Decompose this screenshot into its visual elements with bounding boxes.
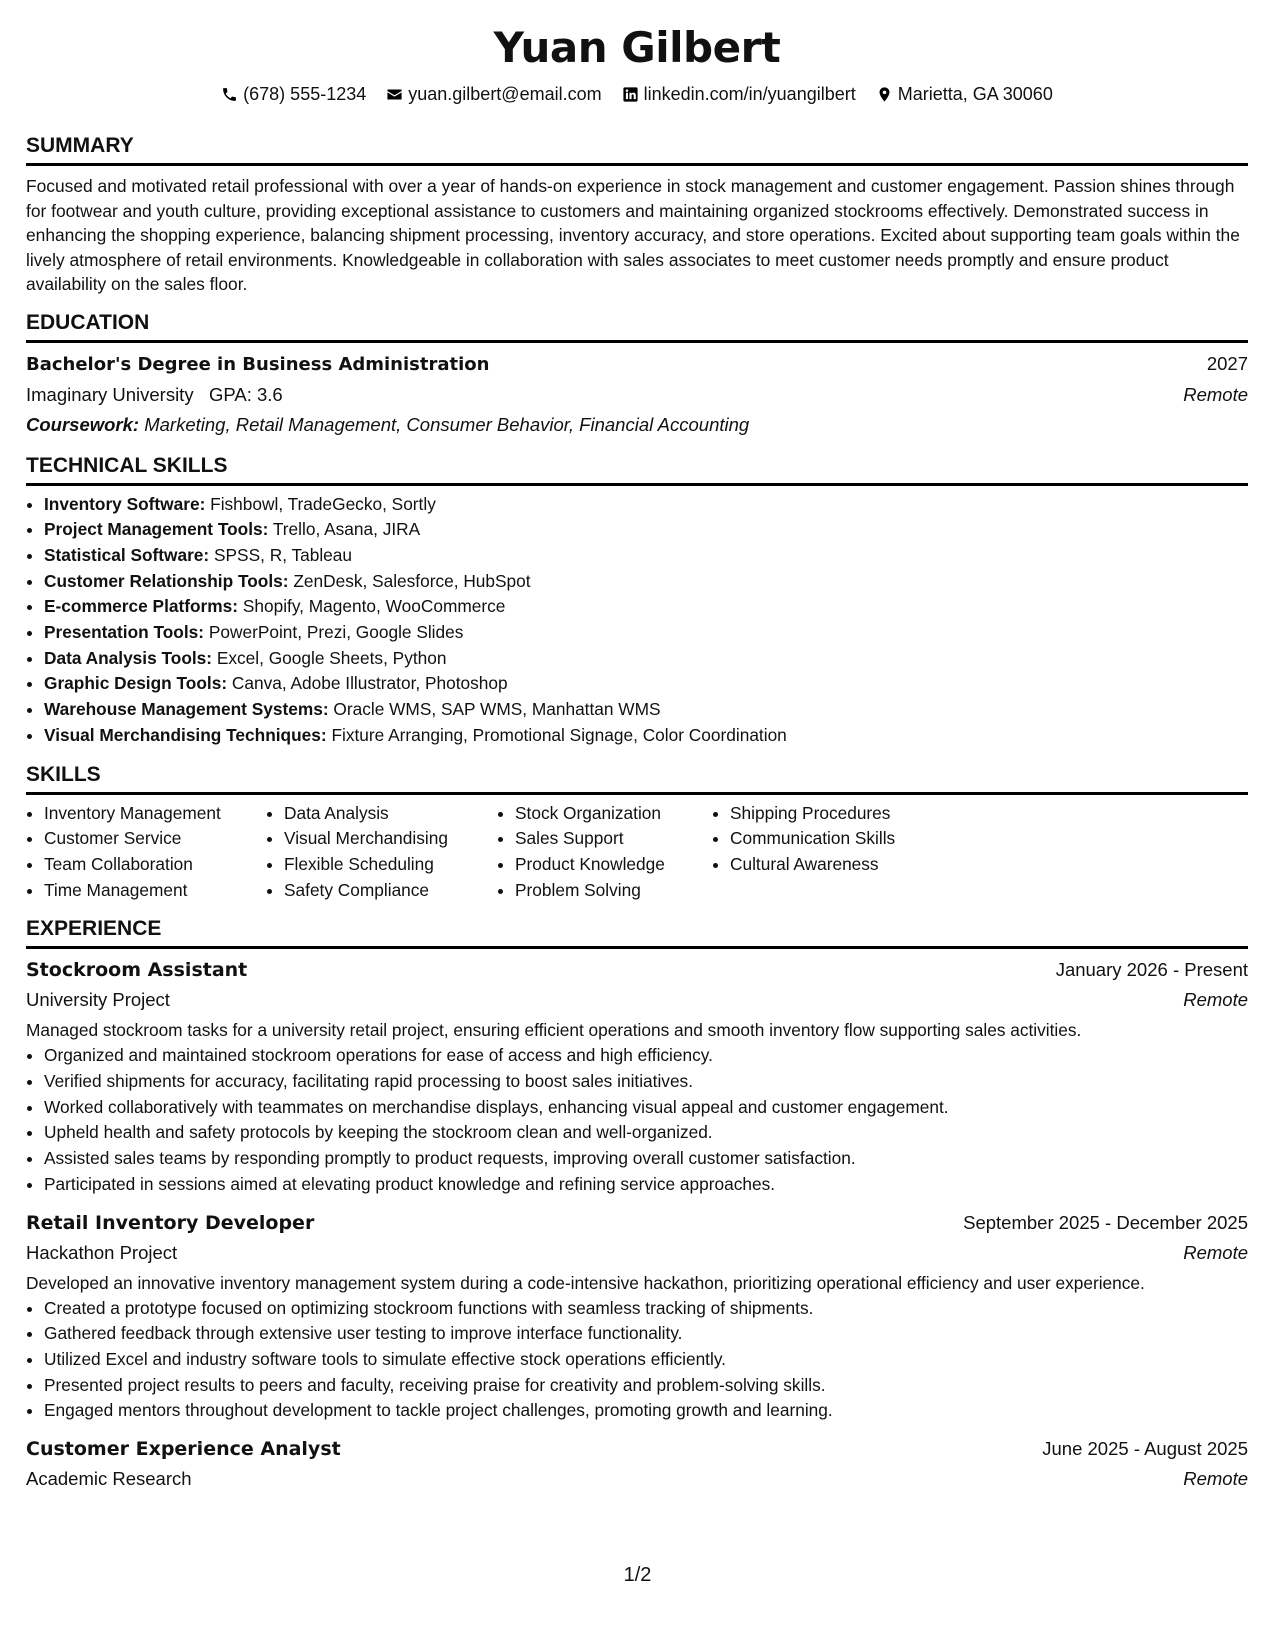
- list-item: • Verified shipments for accuracy, facilitating rapid processing to boost sales initiatives.: [44, 1069, 1248, 1095]
- list-item: • Problem Solving: [515, 878, 712, 904]
- job-description: Managed stockroom tasks for a university retail project, ensuring efficient operations and smooth inventory flow supporting sales activities.: [26, 1020, 1082, 1041]
- skill-category: Inventory Software:: [44, 493, 206, 514]
- list-item: [44, 517, 1248, 543]
- list-item: [44, 646, 1248, 672]
- list-item: • Upheld health and safety protocols by keeping the stockroom clean and well-organized.: [44, 1120, 1248, 1146]
- list-item: • Cultural Awareness: [730, 852, 950, 878]
- job-entry: [26, 1434, 1248, 1494]
- skill-category: Data Analysis Tools:: [44, 647, 213, 668]
- skill-values: Shopify, Magento, WooCommerce: [242, 596, 506, 617]
- summary-text: Focused and motivated retail professional with over a year of hands-on experience in stock management and customer engagement. Passion shines through for footwear and youth culture, providing exceptional assistance to customers and maintaining organized stockrooms effectively. Demonstrated success in enhancing the shopping experience, balancing shipment processing, inventory accuracy, and store operations. Excited about supporting team goals within the lively atmosphere of retail environments. Knowledgeable in collaboration with sales associates to meet customer needs promptly and ensure product availability on the sales floor.: [26, 176, 1240, 294]
- section-title-skills: SKILLS: [26, 763, 1248, 795]
- list-item: [44, 671, 1248, 697]
- candidate-name: Yuan Gilbert: [493, 23, 781, 72]
- skill-values: Fixture Arranging, Promotional Signage, Color Coordination: [331, 724, 787, 745]
- list-item: [44, 492, 1248, 518]
- education-entry: [26, 349, 1248, 440]
- email-link[interactable]: yuan.gilbert@email.com: [408, 83, 602, 104]
- skill-values: ZenDesk, Salesforce, HubSpot: [293, 570, 531, 591]
- list-item: [44, 723, 1248, 749]
- education-location: Remote: [1183, 383, 1248, 405]
- coursework-label: Coursework:: [26, 413, 140, 435]
- skill-values: Excel, Google Sheets, Python: [216, 647, 447, 668]
- phone-text: (678) 555-1234: [243, 83, 367, 104]
- list-item: • Flexible Scheduling: [284, 852, 497, 878]
- skill-values: Oracle WMS, SAP WMS, Manhattan WMS: [333, 699, 661, 720]
- job-dates: January 2026 - Present: [1055, 959, 1248, 981]
- resume-page: [26, 0, 1248, 1494]
- skill-values: SPSS, R, Tableau: [214, 544, 353, 565]
- skills-section: [26, 763, 1248, 904]
- contact-location: [876, 84, 1053, 105]
- list-item: • Visual Merchandising: [284, 826, 497, 852]
- section-title-experience: EXPERIENCE: [26, 917, 1248, 949]
- list-item: • Customer Service: [44, 826, 266, 852]
- list-item: • Communication Skills: [730, 826, 950, 852]
- list-item: • Utilized Excel and industry software tools to simulate effective stock operations efficiently.: [44, 1347, 1248, 1373]
- education-section: [26, 311, 1248, 440]
- skills-column: [712, 801, 950, 904]
- skill-category: E-commerce Platforms:: [44, 596, 239, 617]
- contact-bar: [26, 82, 1248, 106]
- school-line: [26, 380, 283, 410]
- job-entry: [26, 955, 1248, 1197]
- coursework-line: [26, 410, 1248, 440]
- list-item: • Product Knowledge: [515, 852, 712, 878]
- job-description: Developed an innovative inventory management system during a code-intensive hackathon, prioritizing operational efficiency and user experience.: [26, 1272, 1145, 1293]
- phone-icon: [221, 86, 238, 103]
- job-bullets: [26, 1043, 1248, 1197]
- skill-category: Presentation Tools:: [44, 622, 205, 643]
- linkedin-link[interactable]: linkedin.com/in/yuangilbert: [643, 83, 856, 104]
- skills-column: [266, 801, 497, 904]
- technical-skills-list: [26, 492, 1248, 749]
- job-dates: September 2025 - December 2025: [963, 1211, 1248, 1233]
- skill-category: Project Management Tools:: [44, 519, 269, 540]
- skill-category: Graphic Design Tools:: [44, 673, 228, 694]
- contact-phone: [221, 84, 366, 105]
- section-title-technical-skills: TECHNICAL SKILLS: [26, 454, 1248, 486]
- list-item: • Created a prototype focused on optimizing stockroom functions with seamless tracking of shipments.: [44, 1296, 1248, 1322]
- list-item: • Shipping Procedures: [730, 801, 950, 827]
- list-item: • Engaged mentors throughout development to tackle project challenges, promoting growth and learning.: [44, 1398, 1248, 1424]
- contact-linkedin[interactable]: [622, 84, 856, 105]
- job-title: Customer Experience Analyst: [26, 1438, 341, 1461]
- job-location: Remote: [1183, 1468, 1248, 1490]
- list-item: • Stock Organization: [515, 801, 712, 827]
- job-org: Hackathon Project: [26, 1241, 178, 1263]
- list-item: • Gathered feedback through extensive user testing to improve interface functionality.: [44, 1321, 1248, 1347]
- list-item: • Presented project results to peers and faculty, receiving praise for creativity and problem-solving skills.: [44, 1373, 1248, 1399]
- experience-section: [26, 917, 1248, 1494]
- section-title-education: EDUCATION: [26, 311, 1248, 343]
- list-item: [44, 697, 1248, 723]
- job-entry: [26, 1208, 1248, 1425]
- list-item: [44, 620, 1248, 646]
- list-item: • Team Collaboration: [44, 852, 266, 878]
- skill-category: Visual Merchandising Techniques:: [44, 724, 327, 745]
- job-title: Stockroom Assistant: [26, 959, 248, 982]
- list-item: • Inventory Management: [44, 801, 266, 827]
- list-item: • Sales Support: [515, 826, 712, 852]
- job-title: Retail Inventory Developer: [26, 1211, 315, 1234]
- graduation-year: 2027: [1206, 352, 1248, 374]
- job-location: Remote: [1183, 1241, 1248, 1263]
- skills-column: [26, 801, 266, 904]
- page-number: 1/2: [623, 1564, 652, 1586]
- skills-grid: [26, 801, 1248, 904]
- skills-column: [497, 801, 712, 904]
- job-location: Remote: [1183, 989, 1248, 1011]
- list-item: [44, 569, 1248, 595]
- location-text: Marietta, GA 30060: [897, 83, 1053, 104]
- degree-name: Bachelor's Degree in Business Administration: [26, 353, 490, 375]
- contact-email[interactable]: [386, 84, 601, 105]
- gpa: GPA: 3.6: [209, 383, 283, 405]
- list-item: • Safety Compliance: [284, 878, 497, 904]
- skill-category: Warehouse Management Systems:: [44, 699, 329, 720]
- list-item: [44, 543, 1248, 569]
- list-item: • Assisted sales teams by responding promptly to product requests, improving overall customer satisfaction.: [44, 1146, 1248, 1172]
- skill-category: Statistical Software:: [44, 544, 210, 565]
- list-item: • Participated in sessions aimed at elevating product knowledge and refining service approaches.: [44, 1172, 1248, 1198]
- list-item: • Time Management: [44, 878, 266, 904]
- section-title-summary: SUMMARY: [26, 134, 1248, 166]
- list-item: • Organized and maintained stockroom operations for ease of access and high efficiency.: [44, 1043, 1248, 1069]
- job-org: Academic Research: [26, 1468, 192, 1490]
- list-item: • Data Analysis: [284, 801, 497, 827]
- coursework-list: Marketing, Retail Management, Consumer Behavior, Financial Accounting: [144, 413, 750, 435]
- skill-values: Fishbowl, TradeGecko, Sortly: [210, 493, 436, 514]
- skill-category: Customer Relationship Tools:: [44, 570, 289, 591]
- technical-skills-section: [26, 454, 1248, 749]
- job-dates: June 2025 - August 2025: [1042, 1438, 1248, 1460]
- skill-values: PowerPoint, Prezi, Google Slides: [208, 622, 464, 643]
- linkedin-icon: [622, 86, 639, 103]
- skill-values: Canva, Adobe Illustrator, Photoshop: [231, 673, 508, 694]
- skill-values: Trello, Asana, JIRA: [272, 519, 421, 540]
- envelope-icon: [386, 86, 403, 103]
- list-item: • Worked collaboratively with teammates on merchandise displays, enhancing visual appeal and customer engagement.: [44, 1095, 1248, 1121]
- list-item: [44, 594, 1248, 620]
- job-bullets: [26, 1296, 1248, 1425]
- school-name: Imaginary University: [26, 383, 194, 405]
- job-org: University Project: [26, 989, 170, 1011]
- map-pin-icon: [876, 86, 893, 103]
- summary-section: [26, 134, 1248, 297]
